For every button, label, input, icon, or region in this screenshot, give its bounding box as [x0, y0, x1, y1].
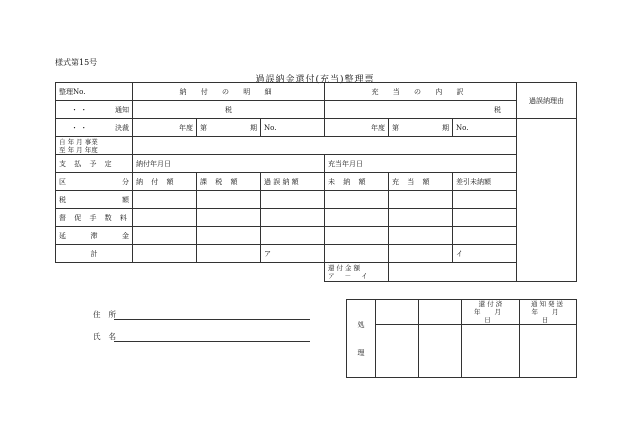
- nofu-nendo: 年度: [133, 119, 197, 137]
- tsuchi-hasso-text: 通知発送: [531, 300, 565, 308]
- kago-riyu-cell: [517, 119, 577, 282]
- nofu-ymd-label: 納付年月日: [133, 155, 325, 173]
- tok-cell-5: [389, 209, 453, 227]
- kessai-row-label: [56, 119, 133, 137]
- tsuchi-hasso-header: [520, 300, 577, 325]
- refund-table: [55, 82, 577, 282]
- proc-cell-1: [376, 300, 419, 325]
- kago-riyu-header: 過誤納理由: [517, 83, 577, 119]
- jutou-zei-cell: [325, 101, 517, 119]
- tok-cell-2: [197, 209, 261, 227]
- tsuchi-date-dots: ・ ・: [71, 105, 88, 114]
- kei-cell-i: イ: [453, 245, 517, 263]
- zei-cell-3: [261, 191, 325, 209]
- zei-cell-1: [133, 191, 197, 209]
- period-label: [56, 137, 133, 155]
- jutou-ki-label: 期: [442, 123, 449, 132]
- tok-cell-3: [261, 209, 325, 227]
- jutou-nendo: 年度: [325, 119, 389, 137]
- jutou-dai-label: 第: [392, 123, 399, 132]
- kei-cell-2: [197, 245, 261, 263]
- ent-cell-6: [453, 227, 517, 245]
- nofu-meisai-header: 納 付 の 明 細: [133, 83, 325, 101]
- period-to: 至 年 月 年度: [59, 145, 98, 154]
- row-zei: 税: [59, 195, 66, 204]
- kessai-label: 決裁: [115, 123, 129, 132]
- ent-cell-1: [133, 227, 197, 245]
- zei-cell-2: [197, 191, 261, 209]
- seiri-no-label: 整理No.: [56, 83, 133, 101]
- ent-cell-5: [389, 227, 453, 245]
- proc-cell-2: [419, 300, 462, 325]
- kanpu-formula: ア － イ: [328, 272, 372, 280]
- row-entai-2: 滞: [90, 231, 98, 240]
- kanpu-kingaku-text: 還付金額: [328, 264, 362, 272]
- form-number: 様式第15号: [55, 58, 98, 67]
- col-sashihiki: 差引未納額: [453, 173, 517, 191]
- tok-cell-6: [453, 209, 517, 227]
- form-title: 過誤納金還付(充当)整理票: [255, 75, 375, 85]
- kei-cell-a: ア: [261, 245, 325, 263]
- kanpu-zumi-date: 年 月 日: [473, 308, 508, 324]
- kanpu-kingaku-label: [325, 263, 389, 282]
- ent-cell-4: [325, 227, 389, 245]
- proc-cell-6: [520, 325, 577, 378]
- kei-cell-5: [389, 245, 453, 263]
- zei-cell-5: [389, 191, 453, 209]
- row-entai: [56, 227, 133, 245]
- kanpu-zumi-text: 還 付 済: [478, 300, 503, 308]
- col-kago-nofu-gaku: 過 誤 納 額: [261, 173, 325, 191]
- kubun-label: [56, 173, 133, 191]
- zei-cell-4: [325, 191, 389, 209]
- process-label: [347, 300, 376, 378]
- proc-cell-5: [462, 325, 520, 378]
- shiharai-yotei-label: 支 払 予 定: [56, 155, 133, 173]
- proc-cell-4: [419, 325, 462, 378]
- blank-area: [56, 263, 325, 282]
- jutou-uchiwake-header: 充 当 の 内 訳: [325, 83, 517, 101]
- kanpu-zumi-header: [462, 300, 520, 325]
- nofu-no: No.: [261, 119, 325, 137]
- process-table: [346, 299, 577, 378]
- name-label: 氏名: [93, 332, 124, 341]
- ent-cell-3: [261, 227, 325, 245]
- address-line: [114, 318, 310, 320]
- nofu-zei-cell: 税: [133, 101, 325, 119]
- jutou-no: No.: [453, 119, 517, 137]
- kei-cell-4: [325, 245, 389, 263]
- row-entai-3: 金: [122, 231, 129, 240]
- zei-cell-6: [453, 191, 517, 209]
- kubun-ku: 区: [59, 177, 66, 186]
- tsuchi-row-label: [56, 101, 133, 119]
- ent-cell-2: [197, 227, 261, 245]
- period-value: [133, 137, 517, 155]
- row-entai-1: 延: [59, 231, 66, 240]
- jutou-ymd-label: 充当年月日: [325, 155, 517, 173]
- tsuchi-hasso-date: 年 月 日: [531, 308, 565, 324]
- tsuchi-label: 通知: [115, 105, 129, 114]
- period-from: 自 年 月 事業: [59, 137, 98, 146]
- nofu-dai-ki: [197, 119, 261, 137]
- row-zei-gaku: [56, 191, 133, 209]
- kubun-bun: 分: [122, 177, 129, 186]
- col-minou-gaku: 未 納 額: [325, 173, 389, 191]
- jutou-zei-label: 税: [494, 105, 501, 114]
- process-sho: 処: [357, 320, 365, 329]
- row-gaku: 額: [122, 195, 129, 204]
- kanpu-kingaku-value: [389, 263, 577, 282]
- nofu-ki-label: 期: [250, 123, 257, 132]
- col-nofu-gaku: 納 付 額: [133, 173, 197, 191]
- address-label: 住所: [93, 310, 124, 319]
- row-kei: 計: [56, 245, 133, 263]
- col-jutou-gaku: 充 当 額: [389, 173, 453, 191]
- name-line: [114, 340, 310, 342]
- jutou-dai-ki: [389, 119, 453, 137]
- tok-cell-1: [133, 209, 197, 227]
- kessai-date-dots: ・ ・: [71, 123, 88, 132]
- kei-cell-1: [133, 245, 197, 263]
- nofu-dai-label: 第: [200, 123, 207, 132]
- row-tokusoku: 督 促 手 数 料: [56, 209, 133, 227]
- tok-cell-4: [325, 209, 389, 227]
- process-ri: 理: [357, 348, 365, 357]
- col-kazei-gaku: 課 税 額: [197, 173, 261, 191]
- proc-cell-3: [376, 325, 419, 378]
